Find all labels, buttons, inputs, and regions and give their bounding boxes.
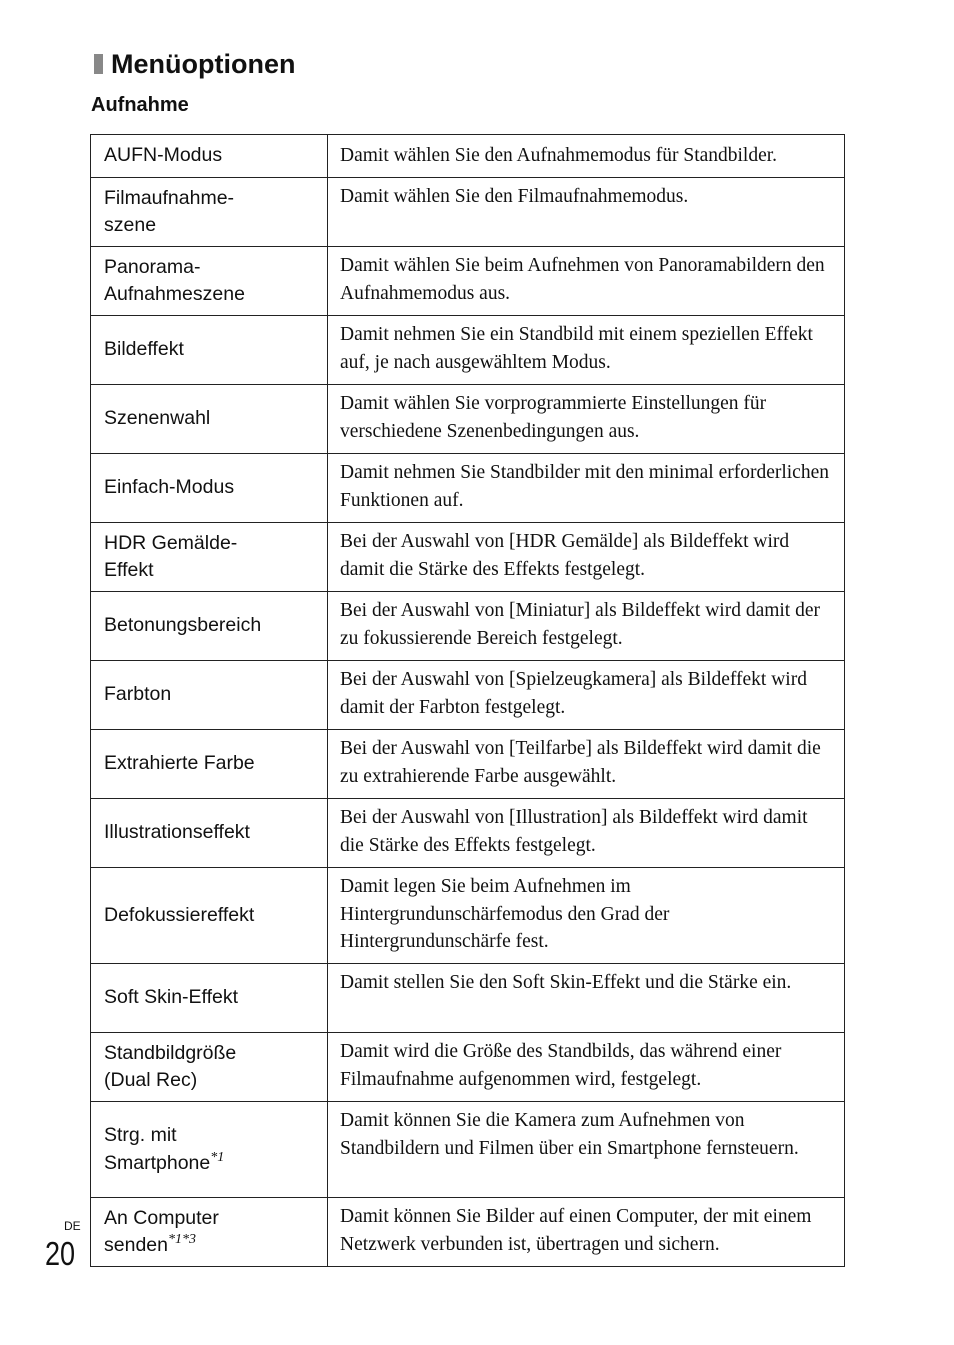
option-name: Extrahierte Farbe [91, 730, 328, 799]
option-name: Strg. mit Smartphone$^{*1}$ [91, 1102, 328, 1198]
table-row [91, 730, 845, 799]
option-description: Bei der Auswahl von [HDR Gemälde] als Bildeffekt wird damit die Stärke des Effekts festgelegt. [328, 523, 845, 592]
option-description: Damit nehmen Sie ein Standbild mit einem speziellen Effekt auf, je nach ausgewähltem Modus. [328, 316, 845, 385]
option-description: Damit wählen Sie den Filmaufnahmemodus. [328, 178, 845, 247]
option-name: Panorama- Aufnahmeszene [91, 247, 328, 316]
option-name: Farbton [91, 661, 328, 730]
table-row [91, 135, 845, 178]
option-name: An Computer senden$^{*1*3}$ [91, 1198, 328, 1267]
option-description: Damit wählen Sie den Aufnahmemodus für Standbilder. [328, 135, 845, 178]
footnote-marker: *1 [210, 1149, 225, 1165]
table-row [91, 661, 845, 730]
table-row [91, 454, 845, 523]
footnote-marker: *1*3 [167, 1232, 196, 1247]
option-name: Bildeffekt [91, 316, 328, 385]
option-description: Damit wählen Sie beim Aufnehmen von Panoramabildern den Aufnahmemodus aus. [328, 247, 845, 316]
option-name: AUFN-Modus [91, 135, 328, 178]
option-name: Illustrationseffekt [91, 799, 328, 868]
option-name: Szenenwahl [91, 385, 328, 454]
table-row [91, 592, 845, 661]
table-row [91, 178, 845, 247]
table-row [91, 964, 845, 1033]
table-row [91, 868, 845, 964]
option-description: Damit wird die Größe des Standbilds, das während einer Filmaufnahme aufgenommen wird, festgelegt. [328, 1033, 845, 1102]
option-description: Bei der Auswahl von [Spielzeugkamera] als Bildeffekt wird damit der Farbton festgelegt. [328, 661, 845, 730]
language-code: DE [64, 1219, 81, 1233]
table-row [91, 385, 845, 454]
table-row [91, 1102, 845, 1198]
option-name: Betonungsbereich [91, 592, 328, 661]
option-description: Bei der Auswahl von [Teilfarbe] als Bildeffekt wird damit die zu extrahierende Farbe ausgewählt. [328, 730, 845, 799]
option-description: Damit können Sie Bilder auf einen Computer, der mit einem Netzwerk verbunden ist, übertragen und sichern. [328, 1198, 845, 1267]
option-name: Standbildgröße (Dual Rec) [91, 1033, 328, 1102]
option-description: Damit stellen Sie den Soft Skin-Effekt und die Stärke ein. [328, 964, 845, 1033]
menu-options-table [90, 134, 845, 1267]
option-description: Damit nehmen Sie Standbilder mit den minimal erforderlichen Funktionen auf. [328, 454, 845, 523]
option-name: Soft Skin-Effekt [91, 964, 328, 1033]
section-heading: Aufnahme [91, 94, 189, 116]
table-row [91, 523, 845, 592]
option-description: Damit wählen Sie vorprogrammierte Einstellungen für verschiedene Szenenbedingungen aus. [328, 385, 845, 454]
page-number: 20 [45, 1235, 76, 1272]
table-row [91, 247, 845, 316]
option-description: Damit legen Sie beim Aufnehmen im Hintergrundunschärfemodus den Grad der Hintergrundunschärfe fest. [328, 868, 845, 964]
table-row [91, 799, 845, 868]
option-description: Bei der Auswahl von [Miniatur] als Bildeffekt wird damit der zu fokussierende Bereich festgelegt. [328, 592, 845, 661]
option-description: Bei der Auswahl von [Illustration] als Bildeffekt wird damit die Stärke des Effekts festgelegt. [328, 799, 845, 868]
option-name: Defokussiereffekt [91, 868, 328, 964]
page-title-text: Menüoptionen [111, 49, 296, 79]
section-marker-icon [94, 54, 103, 74]
table-row [91, 1033, 845, 1102]
option-name: Einfach-Modus [91, 454, 328, 523]
option-name: HDR Gemälde- Effekt [91, 523, 328, 592]
table-row [91, 316, 845, 385]
page-title [91, 46, 295, 82]
option-description: Damit können Sie die Kamera zum Aufnehmen von Standbildern und Filmen über ein Smartphone fernsteuern. [328, 1102, 845, 1198]
table-row [91, 1198, 845, 1267]
option-name: Filmaufnahme- szene [91, 178, 328, 247]
